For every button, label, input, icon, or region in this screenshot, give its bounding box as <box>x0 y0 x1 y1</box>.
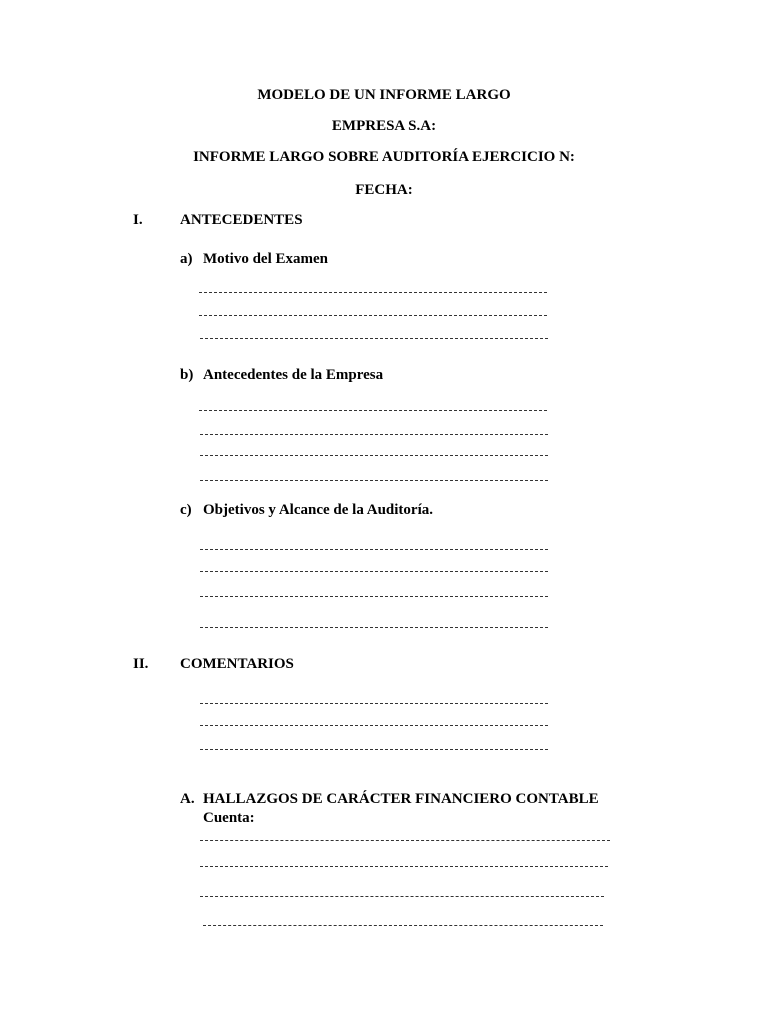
cuenta-label: Cuenta: <box>203 810 255 826</box>
subsection-marker-A: A. <box>180 791 195 807</box>
blank-line <box>200 725 548 726</box>
blank-line <box>200 434 548 435</box>
section-numeral-1: I. <box>133 212 143 228</box>
blank-line <box>200 455 548 456</box>
subsection-antecedentes-empresa: Antecedentes de la Empresa <box>203 367 384 383</box>
blank-line <box>200 338 548 339</box>
blank-line <box>200 840 610 841</box>
subsection-marker-c: c) <box>180 502 192 518</box>
blank-line <box>200 896 604 897</box>
document-title: MODELO DE UN INFORME LARGO <box>257 87 511 103</box>
blank-line <box>199 410 547 411</box>
blank-line <box>200 480 548 481</box>
subsection-objetivos-alcance: Objetivos y Alcance de la Auditoría. <box>203 502 433 518</box>
blank-line <box>200 703 548 704</box>
subsection-hallazgos: HALLAZGOS DE CARÁCTER FINANCIERO CONTABLE <box>203 791 599 807</box>
blank-line <box>200 749 548 750</box>
blank-line <box>203 925 603 926</box>
company-name: EMPRESA S.A: <box>331 118 437 134</box>
subsection-motivo-examen: Motivo del Examen <box>203 251 328 267</box>
blank-line <box>199 315 547 316</box>
blank-line <box>200 571 548 572</box>
report-title: INFORME LARGO SOBRE AUDITORÍA EJERCICIO N: <box>193 149 575 165</box>
date-label: FECHA: <box>355 182 413 198</box>
blank-line <box>200 627 548 628</box>
section-numeral-2: II. <box>133 656 149 672</box>
subsection-marker-b: b) <box>180 367 194 383</box>
blank-line <box>200 596 548 597</box>
blank-line <box>200 866 608 867</box>
section-heading-comentarios: COMENTARIOS <box>180 656 294 672</box>
section-heading-antecedentes: ANTECEDENTES <box>180 212 303 228</box>
subsection-marker-a: a) <box>180 251 193 267</box>
blank-line <box>199 292 547 293</box>
blank-line <box>200 549 548 550</box>
